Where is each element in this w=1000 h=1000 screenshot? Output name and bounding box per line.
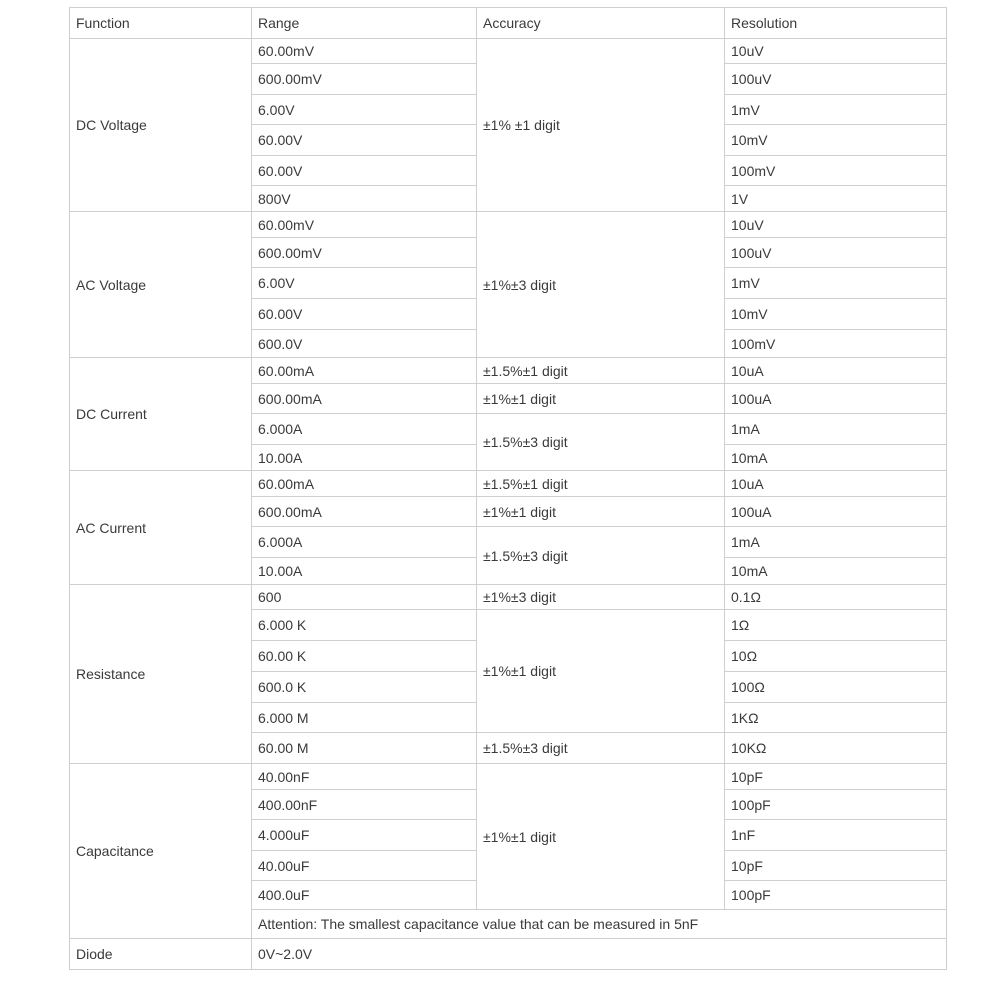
range-cell: 400.0uF bbox=[252, 881, 477, 910]
accuracy-cell: ±1.5%±3 digit bbox=[477, 527, 725, 585]
resolution-cell: 1Ω bbox=[725, 610, 947, 641]
range-cell: 6.00V bbox=[252, 95, 477, 125]
resolution-cell: 10pF bbox=[725, 764, 947, 790]
resolution-cell: 1KΩ bbox=[725, 703, 947, 733]
resolution-cell: 10uV bbox=[725, 39, 947, 64]
header-accuracy: Accuracy bbox=[477, 8, 725, 39]
resolution-cell: 10uA bbox=[725, 358, 947, 384]
range-cell: 600.00mA bbox=[252, 384, 477, 414]
range-cell: 6.000A bbox=[252, 414, 477, 445]
range-cell: 6.000A bbox=[252, 527, 477, 558]
resolution-cell: 10mV bbox=[725, 125, 947, 156]
range-cell: 600.00mV bbox=[252, 238, 477, 268]
resolution-cell: 100mV bbox=[725, 156, 947, 186]
resolution-cell: 10uA bbox=[725, 471, 947, 497]
resolution-cell: 100pF bbox=[725, 881, 947, 910]
resolution-cell: 100uA bbox=[725, 497, 947, 527]
resolution-cell: 1nF bbox=[725, 820, 947, 851]
range-cell: 60.00mV bbox=[252, 39, 477, 64]
range-cell: 60.00V bbox=[252, 299, 477, 330]
range-cell: 10.00A bbox=[252, 558, 477, 585]
resolution-cell: 10mA bbox=[725, 558, 947, 585]
resolution-cell: 1mV bbox=[725, 268, 947, 299]
range-cell: 60.00mA bbox=[252, 471, 477, 497]
range-cell: 400.00nF bbox=[252, 790, 477, 820]
range-cell: 60.00V bbox=[252, 125, 477, 156]
range-cell: 60.00 M bbox=[252, 733, 477, 764]
resolution-cell: 1mA bbox=[725, 527, 947, 558]
accuracy-cell: ±1%±3 digit bbox=[477, 585, 725, 610]
spec-table bbox=[69, 7, 947, 970]
range-cell: 4.000uF bbox=[252, 820, 477, 851]
range-cell: 800V bbox=[252, 186, 477, 212]
accuracy-cell: ±1.5%±1 digit bbox=[477, 471, 725, 497]
table-row bbox=[70, 939, 947, 970]
range-cell: 600.00mA bbox=[252, 497, 477, 527]
table-row bbox=[70, 471, 947, 497]
range-cell: 6.00V bbox=[252, 268, 477, 299]
range-cell: 6.000 K bbox=[252, 610, 477, 641]
function-cell: AC Current bbox=[70, 471, 252, 585]
accuracy-cell: ±1.5%±3 digit bbox=[477, 733, 725, 764]
range-cell: 40.00nF bbox=[252, 764, 477, 790]
table-row bbox=[70, 39, 947, 64]
range-cell: 6.000 M bbox=[252, 703, 477, 733]
resolution-cell: 100pF bbox=[725, 790, 947, 820]
range-cell: 600.00mV bbox=[252, 64, 477, 95]
range-cell: 0V~2.0V bbox=[252, 939, 947, 970]
function-cell: Resistance bbox=[70, 585, 252, 764]
table-row bbox=[70, 585, 947, 610]
resolution-cell: 10Ω bbox=[725, 641, 947, 672]
resolution-cell: 1mV bbox=[725, 95, 947, 125]
header-function: Function bbox=[70, 8, 252, 39]
function-cell: Capacitance bbox=[70, 764, 252, 939]
table-row bbox=[70, 212, 947, 238]
resolution-cell: 100uV bbox=[725, 64, 947, 95]
range-cell: 60.00 K bbox=[252, 641, 477, 672]
accuracy-cell: ±1%±1 digit bbox=[477, 610, 725, 733]
table-header-row bbox=[70, 8, 947, 39]
accuracy-cell: ±1%±3 digit bbox=[477, 212, 725, 358]
header-range: Range bbox=[252, 8, 477, 39]
range-cell: 600 bbox=[252, 585, 477, 610]
accuracy-cell: ±1% ±1 digit bbox=[477, 39, 725, 212]
range-cell: 600.0 K bbox=[252, 672, 477, 703]
function-cell: Diode bbox=[70, 939, 252, 970]
resolution-cell: 100uA bbox=[725, 384, 947, 414]
function-cell: DC Current bbox=[70, 358, 252, 471]
resolution-cell: 100mV bbox=[725, 330, 947, 358]
table-row bbox=[70, 764, 947, 790]
resolution-cell: 10pF bbox=[725, 851, 947, 881]
function-cell: DC Voltage bbox=[70, 39, 252, 212]
resolution-cell: 100uV bbox=[725, 238, 947, 268]
range-cell: 60.00mV bbox=[252, 212, 477, 238]
accuracy-cell: ±1%±1 digit bbox=[477, 764, 725, 910]
resolution-cell: 1V bbox=[725, 186, 947, 212]
function-cell: AC Voltage bbox=[70, 212, 252, 358]
accuracy-cell: ±1.5%±3 digit bbox=[477, 414, 725, 471]
resolution-cell: 10mA bbox=[725, 445, 947, 471]
resolution-cell: 0.1Ω bbox=[725, 585, 947, 610]
range-cell: 10.00A bbox=[252, 445, 477, 471]
range-cell: 60.00mA bbox=[252, 358, 477, 384]
spec-table-body bbox=[70, 8, 947, 970]
accuracy-cell: ±1%±1 digit bbox=[477, 384, 725, 414]
resolution-cell: 10mV bbox=[725, 299, 947, 330]
resolution-cell: 10KΩ bbox=[725, 733, 947, 764]
note-cell: Attention: The smallest capacitance value that can be measured in 5nF bbox=[252, 910, 947, 939]
header-resolution: Resolution bbox=[725, 8, 947, 39]
accuracy-cell: ±1.5%±1 digit bbox=[477, 358, 725, 384]
range-cell: 600.0V bbox=[252, 330, 477, 358]
resolution-cell: 10uV bbox=[725, 212, 947, 238]
resolution-cell: 1mA bbox=[725, 414, 947, 445]
accuracy-cell: ±1%±1 digit bbox=[477, 497, 725, 527]
table-row bbox=[70, 358, 947, 384]
range-cell: 40.00uF bbox=[252, 851, 477, 881]
resolution-cell: 100Ω bbox=[725, 672, 947, 703]
range-cell: 60.00V bbox=[252, 156, 477, 186]
